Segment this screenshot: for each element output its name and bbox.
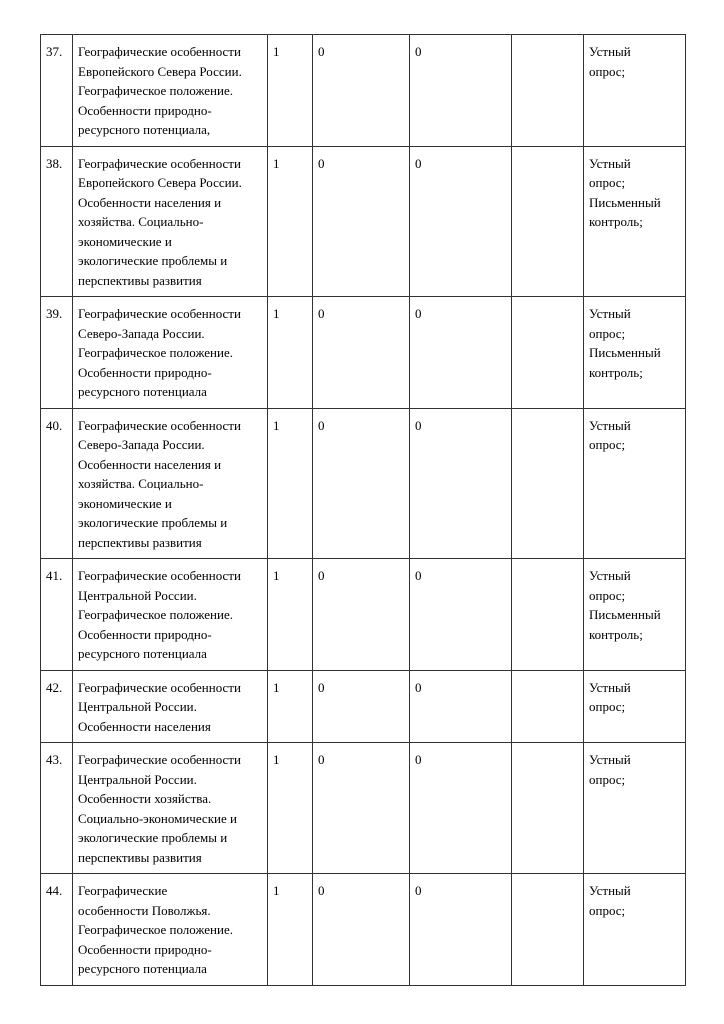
hours-theory: 0 (313, 35, 410, 147)
lesson-topic-line: экологические проблемы и (78, 515, 228, 530)
hours-practice: 0 (410, 670, 512, 743)
control-form-line: Устный (589, 44, 631, 59)
lesson-date (512, 874, 584, 986)
lesson-topic-line: Социально-экономические и (78, 810, 237, 826)
lesson-topic-line: Географическое положение. (78, 83, 233, 98)
lesson-topic-line: Северо-Запада России. (78, 325, 205, 341)
control-form-line: опрос; (589, 902, 626, 918)
lesson-topic-line: ресурсного потенциала (78, 384, 207, 399)
hours-total: 1 (268, 146, 313, 297)
lesson-topic-line: экологические проблемы и (78, 830, 228, 845)
hours-practice: 0 (410, 35, 512, 147)
control-form (584, 408, 686, 559)
hours-total: 1 (268, 559, 313, 671)
control-form-line: опрос; (589, 699, 626, 714)
lesson-number: 39. (41, 297, 73, 409)
lesson-topic-line: перспективы развития (78, 849, 202, 865)
lesson-topic-line: экологические проблемы и (78, 253, 228, 268)
lesson-number: 41. (41, 559, 73, 671)
lesson-plan-table (40, 34, 686, 986)
lesson-number: 44. (41, 874, 73, 986)
lesson-topic (73, 297, 268, 409)
lesson-topic-line: Особенности населения и (78, 194, 222, 210)
hours-theory: 0 (313, 743, 410, 874)
lesson-topic-line: Европейского Севера России. (78, 175, 242, 190)
lesson-topic-line: Географические особенности (78, 417, 241, 433)
table-row (41, 670, 686, 743)
table-row (41, 297, 686, 409)
lesson-date (512, 743, 584, 874)
control-form-line: Устный (589, 752, 631, 767)
lesson-topic-line: хозяйства. Социально- (78, 214, 204, 229)
table-row (41, 146, 686, 297)
control-form (584, 874, 686, 986)
lesson-topic-line: Особенности природно- (78, 102, 212, 118)
lesson-topic (73, 35, 268, 147)
lesson-date (512, 35, 584, 147)
lesson-topic-line: перспективы развития (78, 272, 202, 288)
hours-total: 1 (268, 35, 313, 147)
control-form-line: контроль; (589, 364, 643, 380)
lesson-number: 43. (41, 743, 73, 874)
lesson-topic-line: Географические (78, 883, 168, 898)
lesson-topic-line: Особенности природно- (78, 364, 212, 380)
lesson-topic-line: Особенности населения и (78, 456, 222, 472)
control-form-line: Письменный (589, 345, 661, 360)
table-body (41, 35, 686, 986)
lesson-topic-line: Географические особенности (78, 568, 241, 583)
control-form-line: Устный (589, 417, 631, 433)
lesson-number: 37. (41, 35, 73, 147)
table-row (41, 874, 686, 986)
lesson-date (512, 297, 584, 409)
control-form-line: опрос; (589, 771, 626, 787)
lesson-number: 38. (41, 146, 73, 297)
control-form-line: контроль; (589, 626, 643, 642)
lesson-date (512, 146, 584, 297)
control-form-line: Письменный (589, 194, 661, 210)
lesson-topic-line: особенности Поволжья. (78, 902, 211, 918)
lesson-topic-line: Особенности населения (78, 718, 211, 734)
control-form-line: Устный (589, 306, 631, 321)
lesson-topic-line: Географическое положение. (78, 607, 233, 622)
table-row (41, 408, 686, 559)
hours-theory: 0 (313, 670, 410, 743)
control-form-line: контроль; (589, 214, 643, 229)
lesson-number: 42. (41, 670, 73, 743)
control-form (584, 146, 686, 297)
hours-practice: 0 (410, 297, 512, 409)
lesson-topic-line: Географическое положение. (78, 345, 233, 360)
lesson-date (512, 670, 584, 743)
lesson-topic-line: Особенности хозяйства. (78, 791, 212, 806)
lesson-date (512, 408, 584, 559)
control-form-line: опрос; (589, 437, 626, 452)
lesson-date (512, 559, 584, 671)
hours-total: 1 (268, 874, 313, 986)
lesson-topic-line: Северо-Запада России. (78, 437, 205, 452)
lesson-topic (73, 146, 268, 297)
hours-practice: 0 (410, 408, 512, 559)
lesson-topic-line: Географические особенности (78, 679, 241, 695)
lesson-topic-line: Географические особенности (78, 752, 241, 767)
lesson-topic-line: ресурсного потенциала, (78, 122, 211, 137)
lesson-topic (73, 874, 268, 986)
hours-theory: 0 (313, 408, 410, 559)
hours-theory: 0 (313, 559, 410, 671)
lesson-number: 40. (41, 408, 73, 559)
hours-theory: 0 (313, 297, 410, 409)
control-form-line: Устный (589, 679, 631, 695)
lesson-topic-line: ресурсного потенциала (78, 961, 207, 976)
lesson-topic-line: Географическое положение. (78, 922, 233, 937)
table-row (41, 743, 686, 874)
control-form-line: Устный (589, 883, 631, 898)
control-form (584, 743, 686, 874)
control-form-line: Устный (589, 568, 631, 583)
lesson-topic-line: Центральной России. (78, 699, 197, 714)
control-form-line: опрос; (589, 325, 626, 341)
table-row (41, 35, 686, 147)
hours-theory: 0 (313, 874, 410, 986)
control-form (584, 297, 686, 409)
lesson-topic-line: перспективы развития (78, 534, 202, 550)
control-form-line: опрос; (589, 587, 626, 603)
lesson-topic (73, 743, 268, 874)
hours-total: 1 (268, 743, 313, 874)
control-form-line: опрос; (589, 175, 626, 190)
control-form-line: Устный (589, 155, 631, 171)
hours-practice: 0 (410, 874, 512, 986)
lesson-topic-line: Особенности природно- (78, 941, 212, 957)
lesson-topic-line: хозяйства. Социально- (78, 476, 204, 491)
hours-total: 1 (268, 408, 313, 559)
lesson-topic (73, 670, 268, 743)
lesson-topic-line: Особенности природно- (78, 626, 212, 642)
hours-practice: 0 (410, 559, 512, 671)
lesson-topic-line: Центральной России. (78, 771, 197, 787)
control-form (584, 670, 686, 743)
control-form-line: опрос; (589, 63, 626, 79)
lesson-topic (73, 408, 268, 559)
hours-theory: 0 (313, 146, 410, 297)
lesson-topic-line: Географические особенности (78, 155, 241, 171)
hours-total: 1 (268, 297, 313, 409)
lesson-topic-line: экономические и (78, 233, 172, 249)
lesson-topic-line: Европейского Севера России. (78, 63, 242, 79)
lesson-topic-line: Центральной России. (78, 587, 197, 603)
control-form (584, 35, 686, 147)
lesson-topic-line: Географические особенности (78, 306, 241, 321)
table-row (41, 559, 686, 671)
lesson-plan-page (40, 34, 685, 986)
control-form-line: Письменный (589, 607, 661, 622)
hours-practice: 0 (410, 743, 512, 874)
hours-total: 1 (268, 670, 313, 743)
lesson-topic (73, 559, 268, 671)
lesson-topic-line: экономические и (78, 495, 172, 511)
lesson-topic-line: ресурсного потенциала (78, 646, 207, 661)
lesson-topic-line: Географические особенности (78, 44, 241, 59)
hours-practice: 0 (410, 146, 512, 297)
control-form (584, 559, 686, 671)
